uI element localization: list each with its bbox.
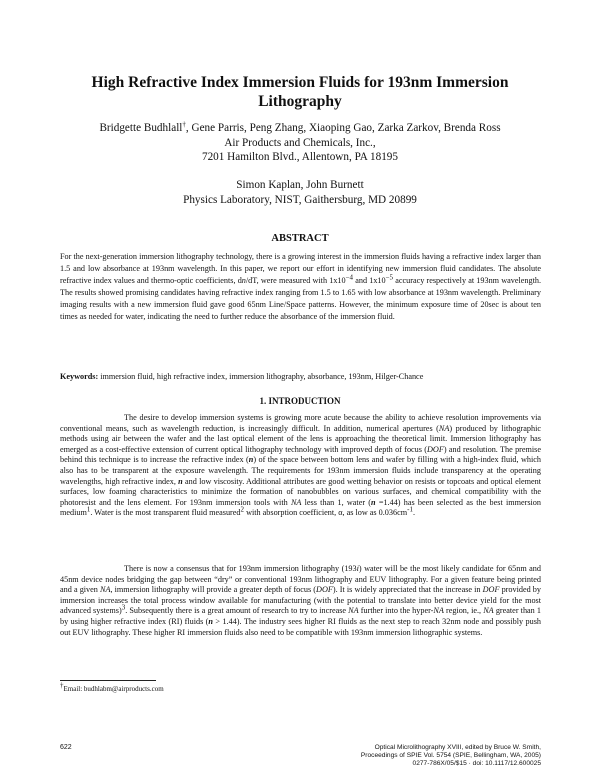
citation-ref: 1 — [86, 505, 91, 514]
section-heading-introduction: 1. INTRODUCTION — [259, 396, 341, 406]
footnote-divider — [60, 680, 156, 681]
footnote — [60, 681, 360, 694]
exponent: −5 — [385, 273, 394, 282]
text-run: The desire to develop immersion systems is growing more acute because the ability to achieve resolution improvements via conventional means, such as wavelength reduction, is increasingly difficult. In addition, numerical apertures ( — [60, 413, 541, 433]
text-run: ). It is widely appreciated that the increase in — [332, 585, 483, 595]
affiliation-2: Physics Laboratory, NIST, Gaithersburg, MD 20899 — [183, 193, 417, 206]
author-block-1 — [40, 121, 560, 165]
imprint-line-1: Optical Microlithography XVIII, edited by Bruce W. Smith, — [374, 744, 541, 751]
abstract-part: and 1x10 — [353, 275, 386, 285]
page-number: 622 — [60, 744, 72, 751]
affiliation-name: Air Products and Chemicals, Inc., — [224, 136, 376, 149]
intro-paragraph-2 — [60, 564, 541, 638]
text-run: and low viscosity. Additional attributes are good wetting behavior on resists or topcoats and optical element surfaces, low foaming characteristics to minimize the formation of nanobubbles on various surfaces, and chemical compatibility with the photoresist and the lens element. For 193nm immersion tools with — [60, 476, 541, 507]
text-run: ) produced by lithographic methods using air between the wafer and the last optical element of the lens is approaching the theoretical limit. Immersion lithography has emerged as a cost-effective extension of current optical lithography technology with improved depth of focus ( — [60, 423, 541, 454]
abstract-heading: ABSTRACT — [271, 233, 329, 244]
text-run: > 1.44). The industry sees higher RI fluids as the next step to reach 32nm node and possibly push out EUV lithography. These higher RI immersion fluids also need to be compatible with 193nm immersion lithographic systems. — [60, 616, 541, 637]
text-italic: n — [178, 476, 183, 486]
author-block-2 — [40, 178, 560, 207]
footnote-email: Email: budhlabm@airproducts.com — [63, 685, 164, 693]
text-italic: NA — [483, 606, 494, 616]
text-run: region, ie., — [443, 606, 484, 616]
text-italic: DOF — [316, 585, 333, 595]
text-italic: n — [371, 497, 376, 507]
text-run: provided by immersion increases the total process window available for manufacturing (with the potential to translate into better device yield for the most advanced systems) — [60, 585, 541, 616]
publication-imprint — [300, 744, 541, 769]
author-names-rest: , Gene Parris, Peng Zhang, Xiaoping Gao, Zarka Zarkov, Brenda Ross — [185, 122, 501, 134]
paper-title: High Refractive Index Immersion Fluids for 193nm Immersion Lithography — [91, 74, 509, 110]
text-run: , immersion lithography will provide a greater depth of focus ( — [110, 585, 317, 595]
abstract-part: For the next-generation immersion lithography technology, there is a growing interest in the immersion fluids having a refractive index larger than 1.5 and low absorbance at 193nm wavelength. In this paper, we report our effort in identifying new immersion fluid candidates. The absolute refractive index values and thermo-optic coefficients, d — [60, 252, 541, 285]
text-italic: n — [208, 616, 213, 626]
abstract-part: /dT, were measured with 1x10 — [245, 275, 346, 285]
author-list-2: Simon Kaplan, John Burnett — [236, 179, 364, 191]
exponent: -1 — [407, 505, 413, 514]
text-run: further into the hyper- — [358, 606, 434, 616]
text-italic: NA — [433, 606, 444, 616]
text-italic: DOF — [427, 444, 444, 454]
imprint-line-2: Proceedings of SPIE Vol. 5754 (SPIE, Bellingham, WA, 2005) — [360, 752, 541, 760]
text-italic: NA — [438, 423, 450, 433]
citation-ref: 3 — [121, 603, 126, 612]
text-italic: i — [356, 564, 359, 573]
author-list — [40, 121, 560, 136]
citation-ref: 2 — [240, 505, 245, 514]
text-run: There is now a consensus that for 193nm immersion lithography (193 — [124, 564, 357, 573]
footnote-marker: † — [182, 120, 186, 129]
text-run: less than 1, water ( — [301, 497, 372, 507]
text-run: ) and resolution. The premise behind this technique is to increase the refractive index ( — [60, 444, 541, 465]
text-italic: NA — [290, 497, 302, 507]
text-run: . Subsequently there is a great amount of research to try to increase — [125, 606, 349, 616]
text-run: =1.44) has been selected as the best immersion medium — [60, 497, 541, 518]
keywords-line — [60, 371, 541, 382]
text-run: . — [412, 508, 415, 518]
text-italic: NA — [348, 606, 359, 616]
text-italic: DOF — [482, 585, 500, 595]
abstract-part: accuracy respectively at 193nm wavelength. The results showed promising candidates having refractive index ranging from 1.5 to 1.65 with low absorbance at 193nm wavelength. Preliminary imaging results with a new immersion fluid gave good 65nm Line/Space patterns. However, the minimum exposure time of 20sec is about ten times as needed for water, indicating the need to further reduce the absorbance of the immersion fluid. — [60, 275, 541, 321]
intro-paragraph-1 — [60, 413, 541, 519]
text-italic: NA — [100, 585, 111, 595]
keywords-label: Keywords: — [60, 372, 99, 381]
variable-n: n — [241, 275, 246, 285]
affiliation-address: 7201 Hamilton Blvd., Allentown, PA 18195 — [201, 151, 398, 163]
footnote-mark: † — [60, 681, 64, 690]
imprint-line-3: 0277-786X/05/$15 · doi: 10.1117/12.600025 — [412, 760, 541, 768]
abstract-text — [60, 251, 541, 322]
text-run: with absorption coefficient, α, as low as 0.036cm — [244, 508, 408, 518]
text-run: greater than 1 by using higher refractive index (RI) fluids ( — [60, 606, 541, 626]
text-run: ) water will be the most likely candidate for 65nm and 45nm device nodes bridging the gap between “dry” or conventional 193nm lithography and EUV lithography. For a given feature being printed and a given — [60, 564, 541, 595]
text-run: . Water is the most transparent fluid measured — [90, 508, 241, 518]
text-run: ) of the space between bottom lens and wafer by filling with a high-index fluid, which also has to be transparent at the exposure wavelength. The requirements for 193nm immersion fluids include transparency at the operating wavelengths, high refractive index, — [60, 455, 542, 486]
keywords-list: immersion fluid, high refractive index, immersion lithography, absorbance, 193nm, Hilger-Chance — [98, 372, 424, 381]
author-name-first: Bridgette Budhlall — [99, 122, 183, 134]
text-italic: n — [248, 455, 254, 465]
exponent: −4 — [345, 273, 354, 282]
